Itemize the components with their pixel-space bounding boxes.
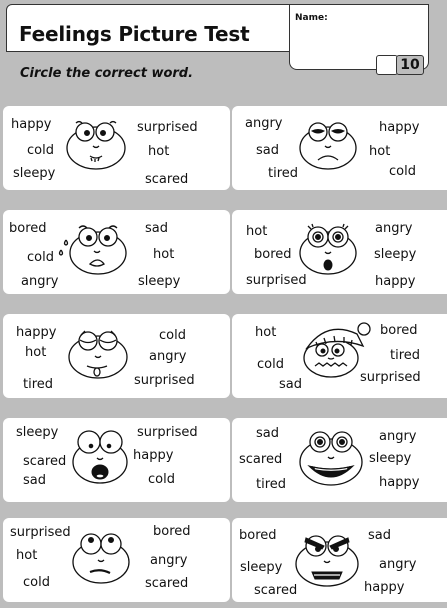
word-option[interactable]: surprised — [137, 425, 198, 440]
word-option[interactable]: cold — [27, 143, 54, 158]
bored-face-icon — [70, 530, 132, 586]
card-2 — [232, 106, 447, 190]
word-option[interactable]: happy — [379, 120, 420, 135]
word-option[interactable]: tired — [256, 477, 287, 492]
word-option[interactable]: sad — [368, 528, 391, 543]
word-option[interactable]: scared — [23, 454, 67, 469]
word-option[interactable]: happy — [379, 475, 420, 490]
word-option[interactable]: angry — [21, 274, 59, 289]
card-1 — [3, 106, 230, 190]
word-option[interactable]: scared — [145, 172, 189, 187]
word-option[interactable]: cold — [27, 250, 54, 265]
word-option[interactable]: surprised — [360, 370, 421, 385]
word-option[interactable]: bored — [380, 323, 418, 338]
word-option[interactable]: angry — [150, 553, 188, 568]
angry-face-icon — [292, 530, 362, 590]
card-3 — [3, 210, 230, 294]
word-option[interactable]: sad — [256, 426, 279, 441]
card-6 — [232, 314, 447, 398]
word-option[interactable]: sleepy — [13, 166, 56, 181]
word-option[interactable]: tired — [23, 377, 54, 392]
word-option[interactable]: sleepy — [16, 425, 59, 440]
word-option[interactable]: happy — [364, 580, 405, 595]
card-7 — [3, 418, 230, 502]
word-option[interactable]: hot — [153, 247, 175, 262]
word-option[interactable]: sad — [279, 377, 302, 392]
happy-face-icon — [297, 428, 365, 490]
word-option[interactable]: bored — [153, 524, 191, 539]
card-9 — [3, 518, 230, 602]
title-box — [6, 4, 294, 52]
word-option[interactable]: happy — [375, 274, 416, 289]
word-option[interactable]: cold — [257, 357, 284, 372]
word-option[interactable]: cold — [148, 472, 175, 487]
word-option[interactable]: sleepy — [374, 247, 417, 262]
page-title: Feelings Picture Test — [19, 22, 250, 46]
word-option[interactable]: angry — [379, 557, 417, 572]
score-total: 10 — [396, 55, 424, 75]
word-option[interactable]: surprised — [246, 273, 307, 288]
surprised-face-icon — [298, 222, 358, 278]
word-option[interactable]: angry — [375, 221, 413, 236]
scared-face-icon — [58, 222, 134, 278]
sleepy-face-icon — [65, 326, 131, 382]
word-option[interactable]: surprised — [10, 525, 71, 540]
card-4 — [232, 210, 447, 294]
word-option[interactable]: hot — [246, 224, 268, 239]
word-option[interactable]: sleepy — [138, 274, 181, 289]
word-option[interactable]: scared — [239, 452, 283, 467]
name-label: Name: — [295, 13, 328, 23]
word-option[interactable]: hot — [369, 144, 391, 159]
word-option[interactable]: hot — [25, 345, 47, 360]
word-option[interactable]: bored — [239, 528, 277, 543]
word-option[interactable]: scared — [254, 583, 298, 598]
instruction-text: Circle the correct word. — [20, 66, 194, 81]
word-option[interactable]: cold — [389, 164, 416, 179]
word-option[interactable]: angry — [379, 429, 417, 444]
word-option[interactable]: bored — [9, 221, 47, 236]
sad-face-icon — [298, 118, 358, 172]
word-option[interactable]: happy — [133, 448, 174, 463]
word-option[interactable]: cold — [159, 328, 186, 343]
card-5 — [3, 314, 230, 398]
surprised-face-icon — [71, 428, 131, 486]
word-option[interactable]: sad — [23, 473, 46, 488]
score-input-box[interactable] — [376, 55, 398, 75]
word-option[interactable]: sleepy — [369, 451, 412, 466]
word-option[interactable]: sad — [145, 221, 168, 236]
word-option[interactable]: scared — [145, 576, 189, 591]
word-option[interactable]: happy — [16, 325, 57, 340]
word-option[interactable]: happy — [11, 117, 52, 132]
word-option[interactable]: sad — [256, 143, 279, 158]
word-option[interactable]: cold — [23, 575, 50, 590]
word-option[interactable]: tired — [268, 166, 299, 181]
word-option[interactable]: bored — [254, 247, 292, 262]
word-option[interactable]: angry — [245, 116, 283, 131]
word-option[interactable]: angry — [149, 349, 187, 364]
word-option[interactable]: hot — [16, 548, 38, 563]
cold-face-icon — [301, 318, 371, 380]
card-8 — [232, 418, 447, 502]
word-option[interactable]: sleepy — [240, 560, 283, 575]
happy-face-icon — [65, 118, 127, 172]
word-option[interactable]: surprised — [134, 373, 195, 388]
card-10 — [232, 518, 447, 602]
word-option[interactable]: hot — [148, 144, 170, 159]
word-option[interactable]: surprised — [137, 120, 198, 135]
word-option[interactable]: hot — [255, 325, 277, 340]
word-option[interactable]: tired — [390, 348, 421, 363]
